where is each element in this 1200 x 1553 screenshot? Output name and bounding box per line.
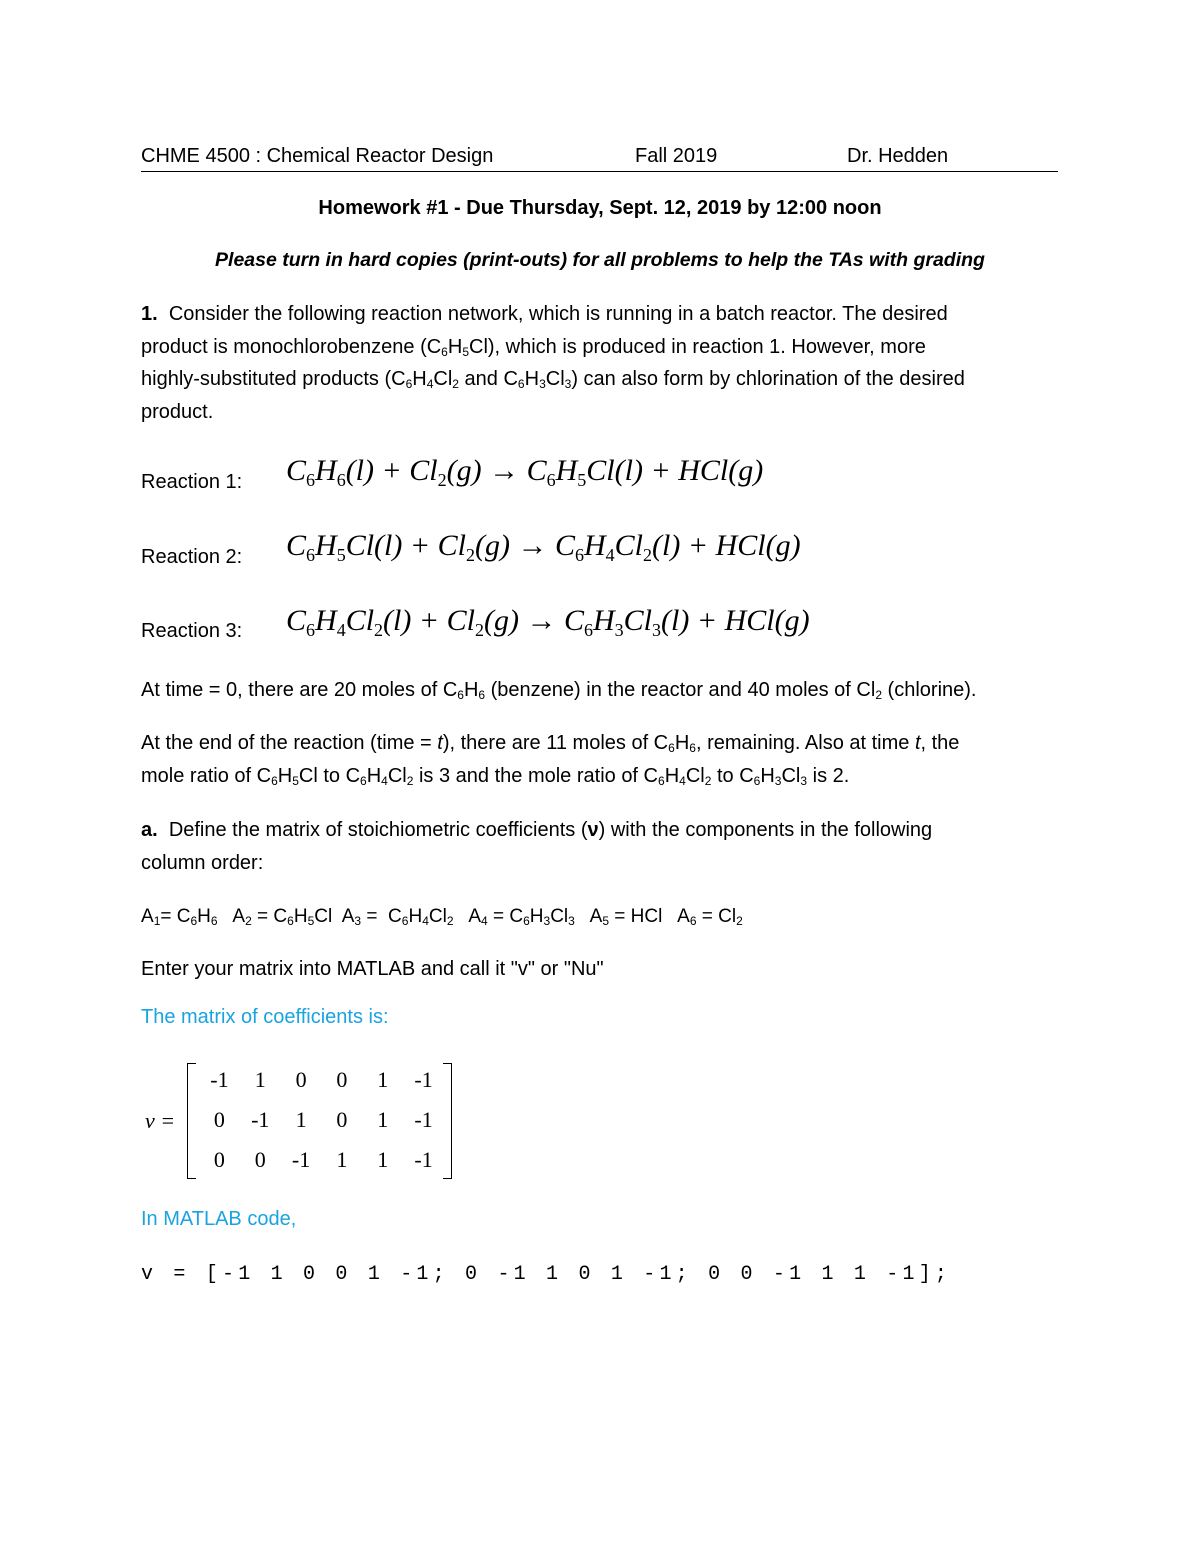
matrix-label: ν = — [145, 1108, 176, 1133]
reaction-1-equation: $C_6H_6(l) + Cl_2(g) \to C_6H_5Cl(l) + HCl(g)$ — [286, 454, 764, 490]
left-bracket — [187, 1063, 196, 1179]
matrix-row: -1 1 0 0 1 -1 — [210, 1067, 433, 1092]
matrix-row: 0 -1 1 0 1 -1 — [213, 1107, 433, 1132]
end-conditions: At the end of the reaction (time = t), there are 11 moles of $C_6H_6$, remaining. Also at time t, the mole ratio of $C_6H_5Cl$ to $C_6H_4Cl_2$ is 3 and the mole ratio of $C_6H_4Cl_2$ to $C_6H_3Cl_3$ is 2. — [141, 732, 960, 788]
reaction-2-label: Reaction 2: — [141, 546, 243, 568]
problem-1-text: 1. Consider the following reaction network, which is running in a batch reactor. The desired product is monochlorobenzene $(C_6H_5Cl)$, which is produced in reaction 1. However, more highly-substituted products ($C_6H_4Cl_2$ and $C_6H_3Cl_3$) can also form by chlorination of the desired product. — [141, 303, 965, 423]
term: Fall 2019 — [635, 145, 718, 167]
part-a-label: a. — [141, 819, 158, 841]
matrix-row: 0 0 -1 1 1 -1 — [213, 1147, 433, 1172]
matrix-heading: The matrix of coefficients is: — [141, 1006, 389, 1028]
right-bracket — [443, 1063, 452, 1179]
course-name: CHME 4500 : Chemical Reactor Design — [141, 145, 494, 167]
instructor: Dr. Hedden — [847, 145, 949, 167]
homework-title: Homework #1 - Due Thursday, Sept. 12, 2019 by 12:00 noon — [318, 197, 882, 219]
reaction-1-label: Reaction 1: — [141, 471, 243, 493]
document-header — [141, 143, 1058, 172]
initial-conditions: At time = 0, there are 20 moles of $C_6H_6$ (benzene) in the reactor and 40 moles of $Cl_2$ (chlorine). — [141, 679, 977, 702]
matlab-instruction: Enter your matrix into MATLAB and call it "v" or "Nu" — [141, 958, 604, 980]
reaction-3-equation: $C_6H_4Cl_2(l) + Cl_2(g) \to C_6H_3Cl_3(l) + HCl(g)$ — [286, 604, 810, 640]
code-heading: In MATLAB code, — [141, 1208, 297, 1230]
stoichiometric-matrix — [145, 1063, 475, 1181]
component-order: $A_1= C_6H_6$ $A_2 = C_6H_5Cl$ $A_3 = C_6H_4Cl_2$ $A_4 = C_6H_3Cl_3$ $A_5$ = HCl $A_6 = Cl_2$ — [141, 906, 743, 928]
matlab-code: v = [-1 1 0 0 1 -1; 0 -1 1 0 1 -1; 0 0 -1 1 1 -1]; — [141, 1263, 952, 1286]
reaction-3-label: Reaction 3: — [141, 620, 243, 642]
reaction-2-equation: $C_6H_5Cl(l) + Cl_2(g) \to C_6H_4Cl_2(l) + HCl(g)$ — [286, 529, 801, 565]
matrix-body — [187, 1063, 452, 1177]
submission-note: Please turn in hard copies (print-outs) for all problems to help the TAs with grading — [215, 249, 985, 271]
problem-number: 1. — [141, 303, 158, 325]
part-a-text: a. Define the matrix of stoichiometric coefficients (ν) with the components in the following column order: — [141, 819, 933, 874]
